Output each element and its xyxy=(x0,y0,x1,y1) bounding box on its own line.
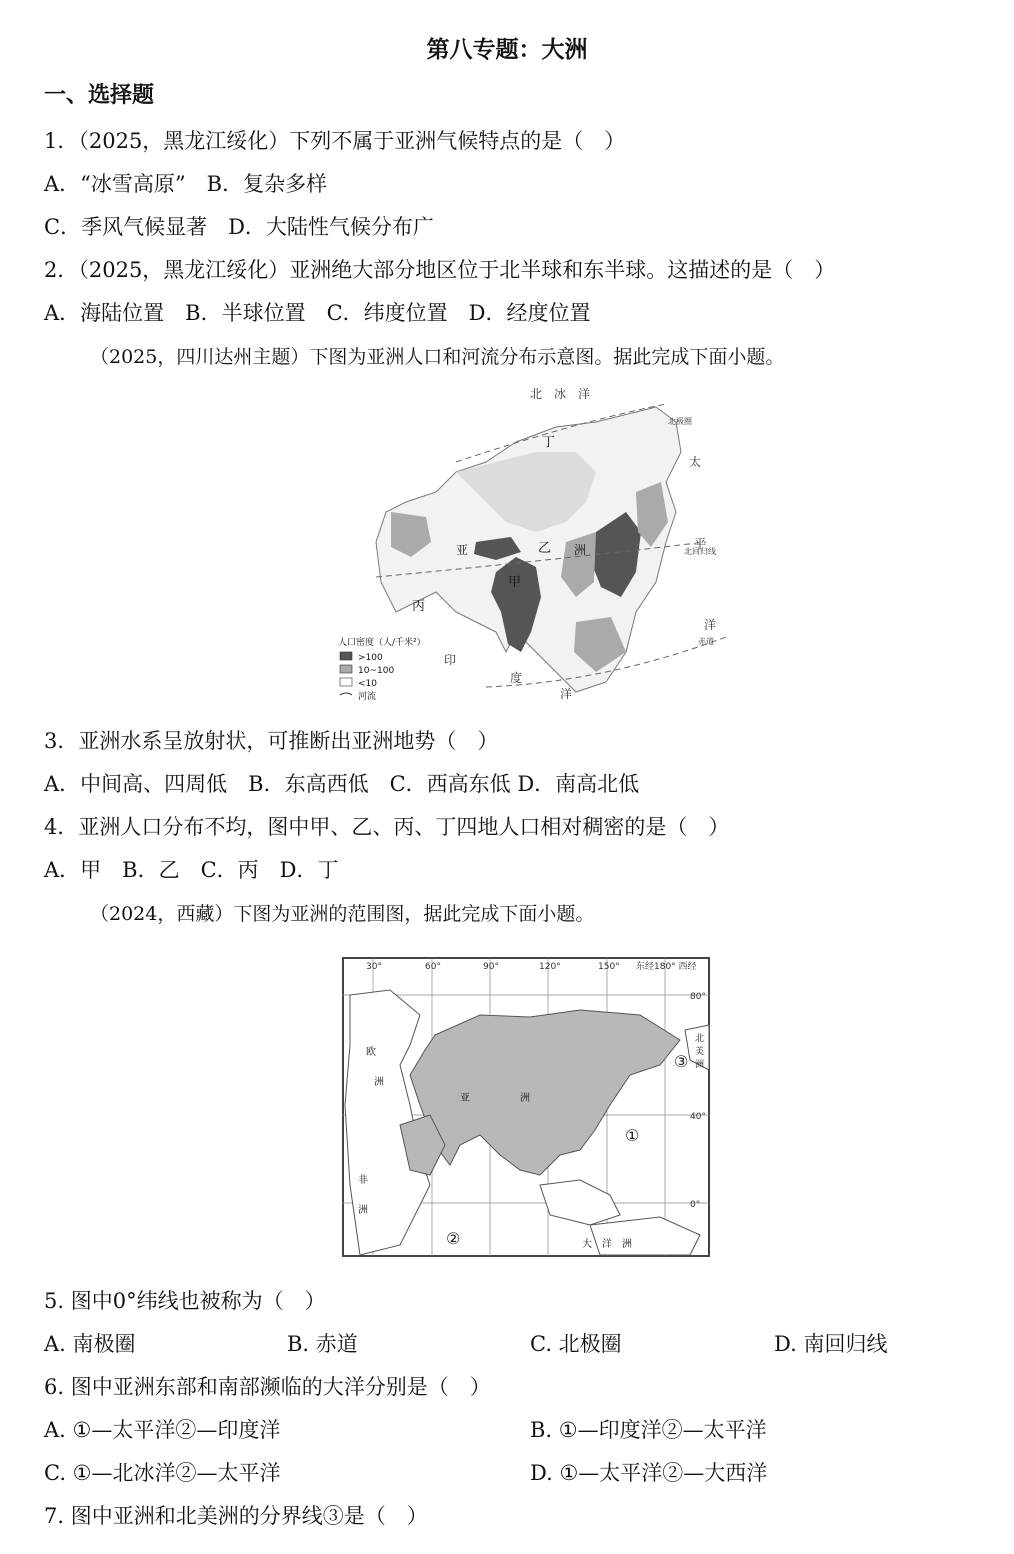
lat-label-80: 80° xyxy=(690,992,706,1002)
label-europe-2: 洲 xyxy=(374,1077,384,1088)
question-6-stem: 6. 图中亚洲东部和南部濒临的大洋分别是（ ） xyxy=(44,1375,491,1399)
question-6-option-b: B. ①—印度洋②—太平洋 xyxy=(530,1418,767,1442)
label-boundary-3: ③ xyxy=(674,1052,689,1071)
legend-title: 人口密度（人/千米²） xyxy=(338,638,426,648)
label-asia-2: 洲 xyxy=(520,1093,530,1104)
label-indian-2: 度 xyxy=(510,671,523,685)
question-1-options-cd: C．季风气候显著 D．大陆性气候分布广 xyxy=(44,215,434,239)
label-north-america-3: 洲 xyxy=(695,1060,705,1070)
question-5-option-b: B. 赤道 xyxy=(287,1332,358,1356)
label-bing: 丙 xyxy=(412,599,426,614)
label-north-america-1: 北 xyxy=(695,1034,705,1044)
question-4-options: A．甲 B．乙 C．丙 D．丁 xyxy=(44,858,339,882)
question-3-options: A．中间高、四周低 B．东高西低 C．西高东低 D．南高北低 xyxy=(44,772,640,796)
question-7-stem: 7. 图中亚洲和北美洲的分界线③是（ ） xyxy=(44,1504,428,1528)
label-jia: 甲 xyxy=(508,575,522,590)
lon-label-90: 90° xyxy=(483,962,499,972)
label-north-america-2: 美 xyxy=(695,1047,705,1057)
label-ocean-2: ② xyxy=(446,1229,461,1248)
question-2-stem: 2．（2025，黑龙江绥化）亚洲绝大部分地区位于北半球和东半球。这描述的是（ ） xyxy=(44,258,836,282)
label-ding: 丁 xyxy=(542,435,556,450)
question-5-option-a: A. 南极圈 xyxy=(44,1332,136,1356)
legend-high: >100 xyxy=(358,653,383,663)
lat-label-0: 0° xyxy=(690,1200,701,1210)
asia-range-map xyxy=(340,955,712,1260)
label-asia-ya: 亚 xyxy=(456,543,469,557)
lon-label-120: 120° xyxy=(539,962,561,972)
label-africa-1: 非 xyxy=(358,1175,368,1186)
label-tropic: 北回归线 xyxy=(684,547,716,556)
label-ocean-1: ① xyxy=(625,1126,640,1145)
legend-river: 河流 xyxy=(358,692,377,702)
label-oceania: 大 洋 洲 xyxy=(582,1239,632,1250)
question-3-stem: 3．亚洲水系呈放射状，可推断出亚洲地势（ ） xyxy=(44,729,499,753)
label-pacific-1: 太 xyxy=(689,455,702,469)
lon-label-60: 60° xyxy=(425,962,441,972)
material-intro-2: （2024，西藏）下图为亚洲的范围图，据此完成下面小题。 xyxy=(90,903,595,925)
lon-label-150: 150° xyxy=(598,962,620,972)
label-pacific-2: 平 xyxy=(694,537,707,551)
question-4-stem: 4．亚洲人口分布不均，图中甲、乙、丙、丁四地人口相对稠密的是（ ） xyxy=(44,815,730,839)
question-5-option-c: C. 北极圈 xyxy=(530,1332,622,1356)
question-5-option-d: D. 南回归线 xyxy=(774,1332,888,1356)
question-6-option-c: C. ①—北冰洋②—太平洋 xyxy=(44,1461,281,1485)
lon-label-180: 东经180° 西经 xyxy=(636,962,697,972)
question-5-stem: 5. 图中0°纬线也被称为（ ） xyxy=(44,1289,326,1313)
label-yi: 乙 xyxy=(538,541,552,556)
label-asia-zhou: 洲 xyxy=(574,543,587,557)
question-1-stem: 1．（2025，黑龙江绥化）下列不属于亚洲气候特点的是（ ） xyxy=(44,129,626,153)
map1-legend xyxy=(338,636,426,702)
label-arctic-ocean: 北 冰 洋 xyxy=(530,387,591,401)
label-equator: 赤道 xyxy=(698,637,714,646)
legend-river-symbol xyxy=(340,693,352,695)
question-6-option-a: A. ①—太平洋②—印度洋 xyxy=(44,1418,281,1442)
section-heading: 一、选择题 xyxy=(44,82,155,108)
legend-swatch-low xyxy=(340,678,352,686)
question-2-options: A．海陆位置 B．半球位置 C．纬度位置 D．经度位置 xyxy=(44,301,591,325)
label-europe-1: 欧 xyxy=(366,1047,376,1058)
lat-label-40: 40° xyxy=(690,1112,706,1122)
label-africa-2: 洲 xyxy=(358,1205,368,1216)
page-title: 第八专题：大洲 xyxy=(426,36,588,63)
legend-swatch-high xyxy=(340,652,352,660)
label-arctic-circle: 北极圈 xyxy=(668,417,692,426)
lon-label-30: 30° xyxy=(366,962,382,972)
legend-mid: 10~100 xyxy=(358,666,395,676)
legend-swatch-mid xyxy=(340,665,352,673)
asia-population-map xyxy=(336,382,730,708)
legend-low: <10 xyxy=(358,679,377,689)
question-1-options-ab: A．“冰雪高原” B．复杂多样 xyxy=(44,172,328,196)
material-intro-1: （2025，四川达州主题）下图为亚洲人口和河流分布示意图。据此完成下面小题。 xyxy=(90,346,785,368)
label-indian-1: 印 xyxy=(444,653,457,667)
label-asia-1: 亚 xyxy=(460,1093,470,1104)
question-6-option-d: D. ①—太平洋②—大西洋 xyxy=(530,1461,768,1485)
label-pacific-3: 洋 xyxy=(704,618,717,632)
label-indian-3: 洋 xyxy=(560,687,573,701)
